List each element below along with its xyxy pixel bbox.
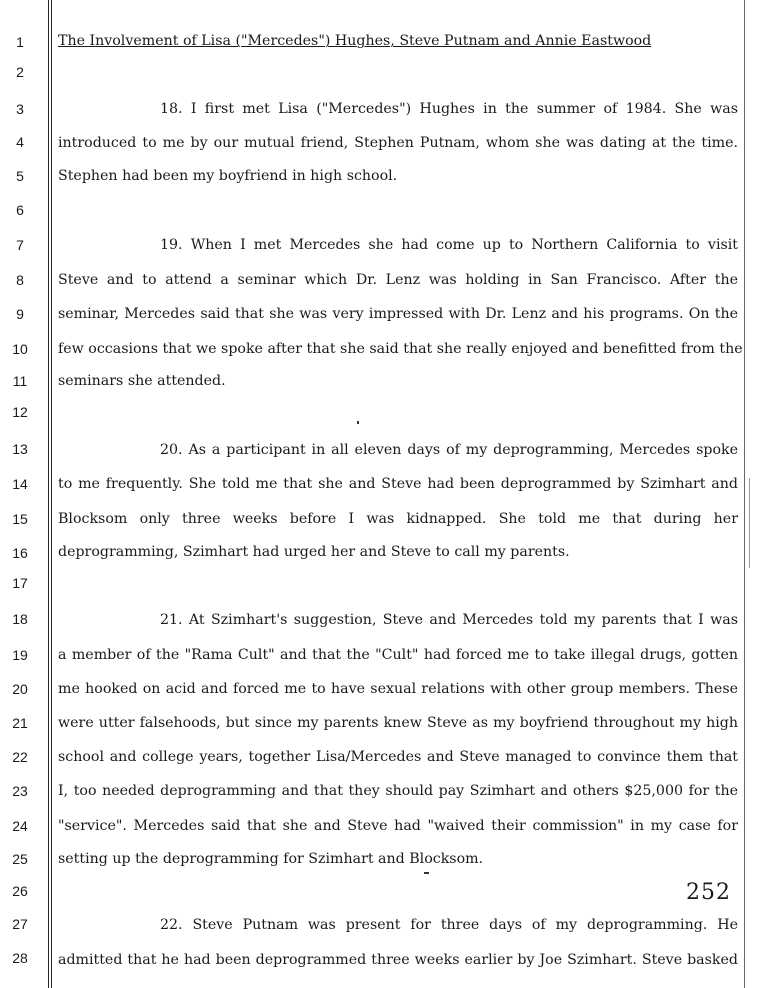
paragraph-19-line-3: seminar, Mercedes said that she was very impressed with Dr. Lenz and his programs. On the <box>58 306 738 322</box>
line-number: 1 <box>16 34 24 50</box>
line-number: 19 <box>12 647 28 663</box>
paragraph-21-line-6: I, too needed deprogramming and that they should pay Szimhart and others $25,000 for the <box>58 783 738 799</box>
line-number: 15 <box>12 511 28 527</box>
line-number: 27 <box>12 916 28 932</box>
line-number: 12 <box>12 404 28 420</box>
paragraph-20-line-2: to me frequently. She told me that she and Steve had been deprogrammed by Szimhart and <box>58 476 738 492</box>
paragraph-19-line-5: seminars she attended. <box>58 373 226 389</box>
speck-mark <box>357 421 359 424</box>
line-number: 24 <box>12 818 28 834</box>
paragraph-21-line-8: setting up the deprogramming for Szimhart and Blocksom. <box>58 851 484 867</box>
paragraph-21-line-5: school and college years, together Lisa/Mercedes and Steve managed to convince them that <box>58 749 738 765</box>
line-number: 14 <box>12 476 28 492</box>
paragraph-21-line-1: 21. At Szimhart's suggestion, Steve and Mercedes told my parents that I was <box>160 612 738 628</box>
paragraph-18-line-3: Stephen had been my boyfriend in high school. <box>58 168 398 184</box>
line-number: 5 <box>16 168 24 184</box>
paragraph-19-line-4: few occasions that we spoke after that she said that she really enjoyed and benefitted from the <box>58 341 743 357</box>
line-number: 8 <box>16 272 24 288</box>
line-number: 16 <box>12 545 28 561</box>
line-number: 25 <box>12 851 28 867</box>
line-number: 17 <box>12 575 28 591</box>
paragraph-21-line-4: were utter falsehoods, but since my parents knew Steve as my boyfriend throughout my high <box>58 715 738 731</box>
paragraph-20-line-1: 20. As a participant in all eleven days of my deprogramming, Mercedes spoke <box>160 442 738 458</box>
line-number: 3 <box>16 101 24 117</box>
line-number: 11 <box>12 373 28 389</box>
line-number: 4 <box>16 134 24 150</box>
paragraph-20-line-3: Blocksom only three weeks before I was kidnapped. She told me that during her <box>58 511 738 527</box>
right-margin-rule <box>744 0 745 988</box>
paragraph-21-line-2: a member of the "Rama Cult" and that the "Cult" had forced me to take illegal drugs, gotten <box>58 647 738 663</box>
speck-mark <box>424 872 429 874</box>
line-number: 2 <box>16 64 24 80</box>
line-number: 20 <box>12 681 28 697</box>
line-number: 23 <box>12 783 28 799</box>
paragraph-22-line-2: admitted that he had been deprogrammed three weeks earlier by Joe Szimhart. Steve basked <box>58 952 738 968</box>
paragraph-21-line-3: me hooked on acid and forced me to have sexual relations with other group members. These <box>58 681 738 697</box>
left-margin-rule <box>48 0 49 988</box>
line-number: 21 <box>12 715 28 731</box>
edge-artifact <box>749 478 750 568</box>
paragraph-20-line-4: deprogramming, Szimhart had urged her and Steve to call my parents. <box>58 544 570 560</box>
line-number: 7 <box>16 237 24 253</box>
line-number: 28 <box>12 950 28 966</box>
line-number: 22 <box>12 749 28 765</box>
line-number: 26 <box>12 883 28 899</box>
paragraph-19-line-2: Steve and to attend a seminar which Dr. Lenz was holding in San Francisco. After the <box>58 272 738 288</box>
paragraph-21-line-7: "service". Mercedes said that she and Steve had "waived their commission" in my case for <box>58 818 738 834</box>
line-number: 18 <box>12 611 28 627</box>
section-heading: The Involvement of Lisa ("Mercedes") Hughes, Steve Putnam and Annie Eastwood <box>58 33 652 49</box>
left-margin-rule-inner <box>51 0 52 988</box>
line-number: 13 <box>12 441 28 457</box>
paragraph-22-line-1: 22. Steve Putnam was present for three days of my deprogramming. He <box>160 917 738 933</box>
paragraph-18-line-2: introduced to me by our mutual friend, Stephen Putnam, whom she was dating at the time. <box>58 135 738 151</box>
paragraph-19-line-1: 19. When I met Mercedes she had come up to Northern California to visit <box>160 237 738 253</box>
page-number: 252 <box>686 880 731 905</box>
line-number: 10 <box>12 341 28 357</box>
line-number: 9 <box>16 306 24 322</box>
paragraph-18-line-1: 18. I first met Lisa ("Mercedes") Hughes in the summer of 1984. She was <box>160 101 738 117</box>
line-number: 6 <box>16 202 24 218</box>
